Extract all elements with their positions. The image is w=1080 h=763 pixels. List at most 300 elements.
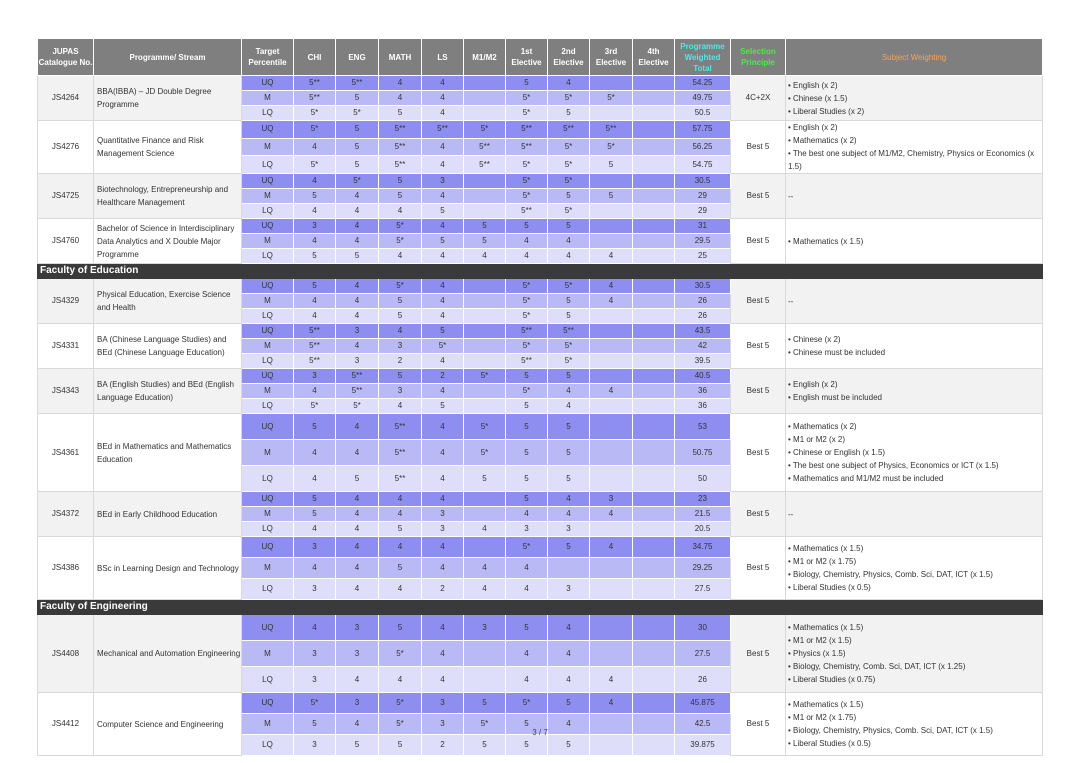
score-cell [590, 735, 633, 756]
score-cell: 5** [506, 324, 548, 339]
weighting-item: • M1 or M2 (x 1.5) [788, 636, 852, 645]
score-cell: 5** [294, 324, 336, 339]
score-cell: 4 [422, 466, 464, 492]
score-cell: 5 [506, 735, 548, 756]
score-cell: 5 [336, 466, 379, 492]
percentile-label: UQ [242, 537, 294, 558]
jupas-code: JS4412 [38, 693, 94, 756]
score-cell: 5* [464, 440, 506, 466]
score-cell: 4 [294, 466, 336, 492]
score-cell: 3 [294, 369, 336, 384]
percentile-label: LQ [242, 156, 294, 174]
programme-block [38, 414, 1043, 492]
score-cell: 3 [422, 522, 464, 537]
percentile-label: M [242, 558, 294, 579]
score-cell: 4 [336, 339, 379, 354]
weighting-item: • Mathematics (x 1.5) [788, 623, 864, 632]
score-cell [464, 174, 506, 189]
score-cell: 4 [506, 234, 548, 249]
score-cell [590, 440, 633, 466]
weighting-item: • Mathematics (x 2) [788, 422, 857, 431]
percentile-label: M [242, 384, 294, 399]
percentile-label: M [242, 641, 294, 667]
score-cell [590, 339, 633, 354]
score-row [38, 369, 1043, 384]
subject-weighting [786, 121, 1043, 174]
percentile-label: M [242, 714, 294, 735]
score-cell: 5 [506, 219, 548, 234]
jupas-code: JS4331 [38, 324, 94, 369]
score-cell [590, 106, 633, 121]
score-cell: 5 [548, 219, 590, 234]
subject-weighting [786, 76, 1043, 121]
score-cell: 3 [548, 579, 590, 600]
subject-weighting [786, 219, 1043, 264]
score-cell [633, 249, 675, 264]
jupas-code: JS4343 [38, 369, 94, 414]
weighted-total: 39.875 [675, 735, 731, 756]
score-cell: 3 [294, 219, 336, 234]
score-cell: 5 [464, 735, 506, 756]
jupas-code: JS4725 [38, 174, 94, 219]
score-cell: 5 [506, 414, 548, 440]
score-cell [633, 234, 675, 249]
score-cell: 5* [464, 121, 506, 139]
score-cell: 5* [506, 384, 548, 399]
faculty-row [38, 264, 1043, 279]
score-cell [633, 558, 675, 579]
score-cell [633, 579, 675, 600]
score-cell: 5 [336, 156, 379, 174]
weighted-total: 56.25 [675, 138, 731, 156]
header-e1: 1st Elective [506, 39, 548, 76]
score-cell: 5* [506, 174, 548, 189]
score-cell: 5 [548, 189, 590, 204]
score-cell: 5** [294, 354, 336, 369]
score-cell [464, 324, 506, 339]
weighting-item: • English must be included [788, 393, 882, 402]
score-cell [633, 121, 675, 139]
score-cell [633, 440, 675, 466]
weighting-item: • Mathematics (x 2) [788, 136, 857, 145]
header-math: MATH [379, 39, 422, 76]
score-cell: 4 [294, 522, 336, 537]
score-cell: 4 [548, 667, 590, 693]
weighting-item: • Chinese or English (x 1.5) [788, 448, 886, 457]
score-cell [633, 219, 675, 234]
score-cell [633, 309, 675, 324]
percentile-label: M [242, 189, 294, 204]
score-cell: 4 [548, 399, 590, 414]
score-cell [633, 522, 675, 537]
score-cell: 4 [422, 414, 464, 440]
faculty-label: Faculty of Engineering [38, 600, 1043, 615]
score-cell: 3 [548, 522, 590, 537]
score-cell [590, 466, 633, 492]
score-cell: 4 [422, 219, 464, 234]
weighting-item: • Liberal Studies (x 0.75) [788, 675, 876, 684]
score-cell: 4 [379, 537, 422, 558]
score-cell [633, 414, 675, 440]
weighted-total: 39.5 [675, 354, 731, 369]
percentile-label: M [242, 234, 294, 249]
score-row [38, 279, 1043, 294]
score-cell: 5 [506, 369, 548, 384]
jupas-code: JS4276 [38, 121, 94, 174]
selection-principle: 4C+2X [731, 76, 786, 121]
weighting-item: • English (x 2) [788, 80, 838, 90]
score-cell: 5** [336, 384, 379, 399]
percentile-label: M [242, 91, 294, 106]
table-header [38, 39, 1043, 76]
jupas-code: JS4329 [38, 279, 94, 324]
score-cell: 5 [464, 234, 506, 249]
selection-principle: Best 5 [731, 693, 786, 756]
weighting-item: • Chinese (x 2) [788, 335, 841, 344]
score-cell [633, 76, 675, 91]
percentile-label: LQ [242, 667, 294, 693]
weighted-total: 54.25 [675, 76, 731, 91]
score-cell: 5* [464, 369, 506, 384]
score-cell [590, 324, 633, 339]
score-cell: 5* [464, 714, 506, 735]
score-cell: 5 [336, 138, 379, 156]
score-cell: 4 [422, 294, 464, 309]
score-cell: 5 [379, 106, 422, 121]
header-ls: LS [422, 39, 464, 76]
admission-score-sheet [37, 38, 1043, 756]
score-cell: 4 [548, 615, 590, 641]
score-cell [633, 174, 675, 189]
score-cell [464, 279, 506, 294]
score-cell [633, 354, 675, 369]
percentile-label: M [242, 294, 294, 309]
score-cell: 5 [294, 492, 336, 507]
percentile-label: UQ [242, 121, 294, 139]
selection-principle: Best 5 [731, 324, 786, 369]
weighting-item: • Biology, Chemistry, Physics, Comb. Sci, DAT, ICT (x 1.5) [788, 726, 993, 735]
score-cell [464, 384, 506, 399]
score-cell: 5 [294, 279, 336, 294]
score-cell: 5** [464, 156, 506, 174]
programme-name: Physical Education, Exercise Science and Health [94, 279, 242, 324]
score-cell: 4 [294, 440, 336, 466]
score-cell: 5 [379, 294, 422, 309]
score-cell: 4 [336, 714, 379, 735]
programme-block [38, 537, 1043, 600]
score-cell: 5* [379, 641, 422, 667]
header-selection: Selection Principle [731, 39, 786, 76]
score-cell: 4 [422, 354, 464, 369]
programme-block [38, 693, 1043, 756]
selection-principle: Best 5 [731, 492, 786, 537]
percentile-label: LQ [242, 249, 294, 264]
score-cell: 4 [548, 249, 590, 264]
percentile-label: M [242, 138, 294, 156]
weighted-total: 29 [675, 189, 731, 204]
programme-name: BA (Chinese Language Studies) and BEd (Chinese Language Education) [94, 324, 242, 369]
weighting-item: • Chinese must be included [788, 348, 886, 357]
score-cell [633, 667, 675, 693]
score-row [38, 615, 1043, 641]
score-cell: 4 [422, 91, 464, 106]
score-cell: 4 [590, 249, 633, 264]
weighting-item: • Mathematics (x 1.5) [788, 700, 864, 709]
score-cell: 4 [294, 294, 336, 309]
score-cell: 5 [548, 294, 590, 309]
score-cell [633, 106, 675, 121]
score-row [38, 324, 1043, 339]
score-cell: 4 [422, 384, 464, 399]
programme-block [38, 76, 1043, 121]
score-cell [633, 138, 675, 156]
weighted-total: 30.5 [675, 174, 731, 189]
score-cell [464, 537, 506, 558]
score-cell: 5* [336, 174, 379, 189]
percentile-label: LQ [242, 466, 294, 492]
programme-name: Quantitative Finance and Risk Management Science [94, 121, 242, 174]
score-cell: 3 [294, 735, 336, 756]
score-cell: 4 [336, 522, 379, 537]
header-eng: ENG [336, 39, 379, 76]
jupas-code: JS4386 [38, 537, 94, 600]
header-total: Programme Weighted Total [675, 39, 731, 76]
score-cell [464, 507, 506, 522]
score-cell: 5 [294, 249, 336, 264]
score-cell: 4 [379, 492, 422, 507]
weighting-item: • The best one subject of Physics, Economics or ICT (x 1.5) [788, 461, 999, 470]
score-cell: 5** [590, 121, 633, 139]
percentile-label: UQ [242, 219, 294, 234]
weighting-item: • English (x 2) [788, 380, 838, 389]
score-cell: 4 [336, 579, 379, 600]
weighted-total: 53 [675, 414, 731, 440]
selection-principle: Best 5 [731, 615, 786, 693]
score-row [38, 121, 1043, 139]
jupas-code: JS4760 [38, 219, 94, 264]
weighted-total: 25 [675, 249, 731, 264]
score-cell [633, 204, 675, 219]
weighting-item: -- [788, 509, 794, 519]
programme-name: BA (English Studies) and BEd (English Language Education) [94, 369, 242, 414]
score-cell [464, 641, 506, 667]
selection-principle: Best 5 [731, 174, 786, 219]
score-cell: 4 [294, 615, 336, 641]
score-cell: 5 [548, 466, 590, 492]
subject-weighting [786, 369, 1043, 414]
faculty-section [38, 600, 1043, 615]
score-cell: 4 [336, 667, 379, 693]
score-cell: 4 [379, 204, 422, 219]
score-cell: 4 [548, 641, 590, 667]
subject-weighting [786, 537, 1043, 600]
weighted-total: 34.75 [675, 537, 731, 558]
score-cell: 5** [294, 339, 336, 354]
subject-weighting [786, 615, 1043, 693]
score-cell: 5 [379, 615, 422, 641]
weighting-item: • M1 or M2 (x 1.75) [788, 713, 857, 722]
score-cell: 4 [294, 204, 336, 219]
score-cell: 3 [590, 492, 633, 507]
score-cell: 4 [548, 76, 590, 91]
score-cell [633, 294, 675, 309]
score-cell: 5 [590, 156, 633, 174]
percentile-label: UQ [242, 693, 294, 714]
score-cell [633, 399, 675, 414]
score-cell: 4 [590, 279, 633, 294]
percentile-label: LQ [242, 204, 294, 219]
score-cell: 4 [422, 641, 464, 667]
programme-name: Mechanical and Automation Engineering [94, 615, 242, 693]
score-cell: 5** [548, 121, 590, 139]
score-cell: 3 [336, 354, 379, 369]
score-row [38, 219, 1043, 234]
selection-principle: Best 5 [731, 414, 786, 492]
weighting-item: -- [788, 296, 794, 306]
subject-weighting [786, 693, 1043, 756]
weighting-item: • The best one subject of M1/M2, Chemistry, Physics or Economics (x 1.5) [788, 149, 1035, 171]
score-cell: 5* [506, 189, 548, 204]
score-cell: 5 [336, 249, 379, 264]
score-cell: 5* [506, 294, 548, 309]
score-cell: 4 [294, 234, 336, 249]
score-cell: 5* [506, 693, 548, 714]
score-cell [464, 339, 506, 354]
weighted-total: 29.5 [675, 234, 731, 249]
weighted-total: 29 [675, 204, 731, 219]
score-cell: 4 [548, 507, 590, 522]
score-cell: 5* [590, 91, 633, 106]
score-cell: 5* [548, 204, 590, 219]
score-cell: 5** [294, 76, 336, 91]
score-cell: 3 [379, 384, 422, 399]
score-cell: 4 [379, 399, 422, 414]
score-cell: 4 [422, 106, 464, 121]
score-cell [633, 91, 675, 106]
score-cell: 5* [590, 138, 633, 156]
score-cell: 5 [506, 492, 548, 507]
weighted-total: 31 [675, 219, 731, 234]
subject-weighting [786, 279, 1043, 324]
weighting-item: -- [788, 191, 794, 201]
selection-principle: Best 5 [731, 369, 786, 414]
score-cell [464, 91, 506, 106]
score-cell: 5 [294, 189, 336, 204]
score-cell: 5** [379, 156, 422, 174]
score-cell: 5 [548, 414, 590, 440]
score-cell [590, 615, 633, 641]
score-cell: 5 [379, 735, 422, 756]
score-cell: 5* [506, 339, 548, 354]
jupas-code: JS4361 [38, 414, 94, 492]
selection-principle: Best 5 [731, 279, 786, 324]
score-cell: 4 [336, 507, 379, 522]
score-cell: 5 [548, 440, 590, 466]
header-code: JUPAS Catalogue No. [38, 39, 94, 76]
score-cell: 3 [294, 579, 336, 600]
score-cell: 4 [464, 579, 506, 600]
score-cell: 5 [294, 714, 336, 735]
score-cell: 3 [294, 641, 336, 667]
weighting-item: • Liberal Studies (x 0.5) [788, 739, 871, 748]
weighted-total: 26 [675, 294, 731, 309]
score-cell [464, 399, 506, 414]
score-cell: 5* [506, 91, 548, 106]
score-cell: 5* [506, 309, 548, 324]
score-cell: 5* [548, 339, 590, 354]
score-cell: 4 [422, 440, 464, 466]
score-cell [633, 466, 675, 492]
programme-block [38, 492, 1043, 537]
weighting-item: • Mathematics (x 1.5) [788, 544, 864, 553]
programme-block [38, 174, 1043, 219]
score-cell [464, 354, 506, 369]
score-cell [633, 324, 675, 339]
score-cell: 5 [506, 76, 548, 91]
score-cell: 5 [464, 219, 506, 234]
score-cell: 5** [379, 440, 422, 466]
score-cell: 4 [379, 249, 422, 264]
subject-weighting [786, 174, 1043, 219]
jupas-code: JS4408 [38, 615, 94, 693]
score-cell: 5* [379, 279, 422, 294]
score-cell: 4 [336, 189, 379, 204]
programme-block [38, 369, 1043, 414]
score-cell [590, 76, 633, 91]
header-e3: 3rd Elective [590, 39, 633, 76]
score-cell: 4 [379, 507, 422, 522]
faculty-row [38, 600, 1043, 615]
score-cell: 3 [336, 615, 379, 641]
score-cell: 5 [548, 693, 590, 714]
score-cell: 4 [379, 324, 422, 339]
score-cell: 5* [506, 106, 548, 121]
score-cell: 4 [294, 384, 336, 399]
score-cell: 5 [422, 399, 464, 414]
score-cell: 4 [464, 558, 506, 579]
score-cell: 5 [464, 466, 506, 492]
percentile-label: UQ [242, 174, 294, 189]
faculty-label: Faculty of Education [38, 264, 1043, 279]
score-cell: 5* [506, 537, 548, 558]
programme-name: Biotechnology, Entrepreneurship and Healthcare Management [94, 174, 242, 219]
header-subject: Subject Weighting [786, 39, 1043, 76]
score-cell: 4 [336, 204, 379, 219]
score-cell: 5* [379, 219, 422, 234]
score-cell: 5** [379, 414, 422, 440]
score-cell: 2 [379, 354, 422, 369]
percentile-label: M [242, 339, 294, 354]
score-cell: 5* [548, 174, 590, 189]
weighted-total: 27.5 [675, 641, 731, 667]
score-cell [590, 399, 633, 414]
score-cell [464, 667, 506, 693]
score-cell: 5 [506, 714, 548, 735]
score-cell: 4 [506, 667, 548, 693]
header-m1m2: M1/M2 [464, 39, 506, 76]
programme-block [38, 324, 1043, 369]
score-cell [464, 106, 506, 121]
score-cell: 5* [379, 234, 422, 249]
score-row [38, 693, 1043, 714]
score-cell: 4 [422, 156, 464, 174]
score-cell: 5 [548, 537, 590, 558]
score-cell: 4 [336, 234, 379, 249]
score-cell: 5 [379, 369, 422, 384]
score-cell: 5 [590, 189, 633, 204]
score-cell: 4 [548, 234, 590, 249]
weighted-total: 54.75 [675, 156, 731, 174]
